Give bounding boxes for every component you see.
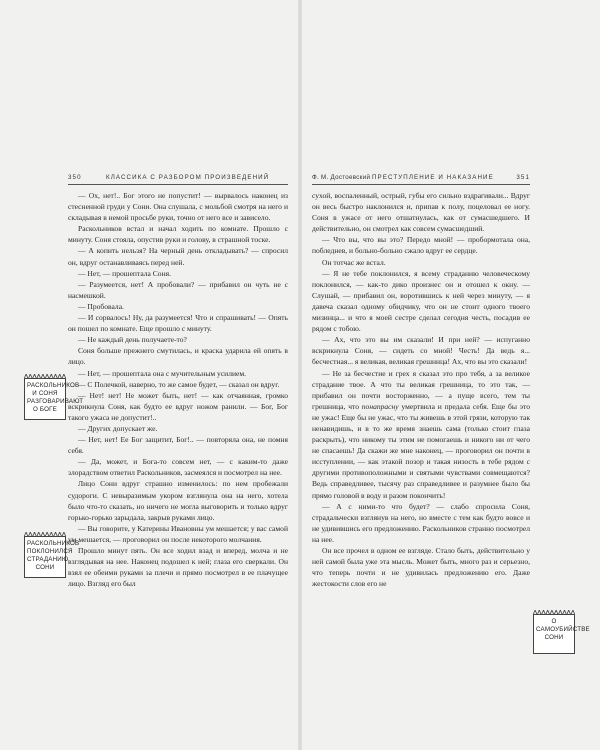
paragraph: — Нет, — прошептала Соня. <box>78 268 171 278</box>
paragraph: Раскольников встал и начал ходить по комнате. Прошло с минуту. Соня стояла, опустив руки и голову, в страшной тоске. <box>68 224 288 245</box>
zigzag-border <box>533 610 575 615</box>
paragraph: Лицо Сони вдруг страшно изменилось: по нем пробежали судороги. С невыразимым укором взглянула она на него, хотела было что-то сказать, но ничего не могла выговорить и только вдруг горько-горько зарыдала, закрыв руками лицо. <box>68 479 288 522</box>
paragraph: — Что вы, что вы это? Передо мной! — пробормотала она, побледнев, и больно-больно сжало вдруг ее сердце. <box>312 235 530 256</box>
margin-note-god <box>24 378 84 420</box>
paragraph: — Разумеется, нет! А пробовали? — прибавил он чуть не с насмешкой. <box>68 279 288 300</box>
right-page-text <box>312 190 530 589</box>
margin-note-god-text: РАСКОЛЬНИКОВ И СОНЯ РАЗГОВАРИВАЮТ О БОГЕ <box>27 382 84 413</box>
margin-note-bow <box>24 536 80 578</box>
paragraph: Он все прочел в одном ее взгляде. Стало быть, действительно у ней самой была уже эта мысль. Может быть, много раз и серьезно, что теперь почти и не удивилась предложению его. Даже жестокости слов его не <box>312 546 530 589</box>
paragraph: — А с ними-то что будет? — слабо спросила Соня, страдальчески взглянув на него, но вместе с тем как будто вовсе и не удивившись его предложению. Раскольников странно посмотрел на нее. <box>312 501 530 544</box>
zigzag-border <box>24 532 66 537</box>
paragraph: — Нет! нет! Не может быть, нет! — как отчаянная, громко вскрикнула Соня, как будто ее вдруг ножом ранили. — Бог, Бог такого ужаса не допустит!.. <box>68 390 288 422</box>
paragraph: — Других допускает же. <box>78 423 158 433</box>
paragraph: — Нет, — прошептала она с мучительным усилием. <box>78 368 247 378</box>
left-running-head <box>68 172 288 185</box>
right-running-head <box>312 172 530 185</box>
margin-note-suicide <box>533 614 590 654</box>
paragraph: — Пробовала. <box>78 301 124 311</box>
emphasized-word: понапрасну <box>361 401 399 411</box>
paragraph: — Я не тебе поклонился, я всему страданию человеческому поклонился, — как-то дико произнес он и отошел к окну. — Слушай, — прибавил он, воротившись к ней через минуту, — я давеча сказал одному обидчику, что он не стоит одного твоего мизинца... и что я моей сестре сделал сегодня честь, посадив ее рядом с тобою. <box>312 268 530 334</box>
left-page-text <box>68 190 288 589</box>
paragraph: Соня больше прежнего смутилась, и краска ударила ей опять в лицо. <box>68 346 288 367</box>
paragraph: — Не каждый день получаете-то? <box>78 335 187 345</box>
paragraph: сухой, воспаленный, острый, губы его сильно вздрагивали... Вдруг он весь быстро наклонился и, припав к полу, поцеловал ее ногу. Соня в ужасе от него отшатнулась, как от сумасшедшего. И действительно, он смотрел как совсем сумасшедший. <box>312 191 530 234</box>
paragraph: — Ох, нет!.. Бог этого не попустит! — вырвалось наконец из стесненной груди у Сони. Она слушала, с мольбой смотря на него и складывая в немой просьбе руки, точно от него все и зависело. <box>68 191 288 223</box>
left-running-title: КЛАССИКА С РАЗБОРОМ ПРОИЗВЕДЕНИЙ <box>106 174 270 181</box>
paragraph: Он тотчас же встал. <box>322 257 386 267</box>
paragraph: — А копить нельзя? На черный день откладывать? — спросил он, вдруг останавливаясь перед ней. <box>68 246 288 267</box>
right-running-author: Ф. М. Достоевский <box>312 174 371 181</box>
right-page-number: 351 <box>516 174 530 181</box>
paragraph: — Да, может, и Бога-то совсем нет, — с каким-то даже злорадством ответил Раскольников, засмеялся и посмотрел на нее. <box>68 457 288 478</box>
right-running-title: ПРЕСТУПЛЕНИЕ И НАКАЗАНИЕ <box>372 174 494 181</box>
left-page-number: 350 <box>68 174 82 181</box>
book-gutter <box>298 0 302 750</box>
paragraph: Прошло минут пять. Он все ходил взад и вперед, молча и не взглядывая на нее. Наконец подошел к ней; глаза его сверкали. Он взял ее обеими руками за плечи и прямо посмотрел в ее плачущее лицо. Взгляд его был <box>68 546 288 589</box>
paragraph: — Не за бесчестие и грех я сказал это про тебя, а за великое страдание твое. А что ты великая грешница, то это так, — прибавил он почти восторженно, — а пуще всего, тем ты грешница, что понапрасну умертвила и предала себя. Еще бы это не ужас! Еще бы не ужас, что ты живешь в этой грязи, которую так ненавидишь, и в то же время знаешь сама (только стоит глаза раскрыть), что никому ты этим не помогаешь и никого ни от чего не спасаешь! Да скажи же мне наконец, — проговорил он почти в исступлении, — как этакой позор и такая низость в тебе рядом с другими противоположными и святыми чувствами совмещаются? Ведь справедливее, тысячу раз справедливее и разумнее было бы прямо головой в воду и разом покончить! <box>312 368 530 500</box>
paragraph: — Вы говорите, у Катерины Ивановны ум мешается; у вас самой ум мешается, — проговорил он после некоторого молчания. <box>68 523 288 544</box>
margin-note-suicide-text: О САМОУБИЙСТВЕ СОНИ <box>536 618 590 641</box>
margin-note-bow-text: РАСКОЛЬНИКОВ ПОКЛОНИЛСЯ СТРАДАНИЮ СОНИ <box>27 540 80 571</box>
zigzag-border <box>24 374 66 379</box>
paragraph: — Нет, нет! Ее Бог защитит, Бог!.. — повторяла она, не помня себя. <box>68 435 288 456</box>
paragraph: — Ах, что это вы им сказали! И при ней? — испуганно вскрикнула Соня, — сидеть со мной! Честь! Да ведь я... бесчестная... я великая, великая грешница! Ах, что вы это сказали! <box>312 335 530 367</box>
paragraph: — С Полечкой, наверно, то же самое будет, — сказал он вдруг. <box>78 379 280 389</box>
paragraph: — И сорвалось! Ну, да разумеется! Что и спрашивать! — Опять он пошел по комнате. Еще прошло с минуту. <box>68 313 288 334</box>
